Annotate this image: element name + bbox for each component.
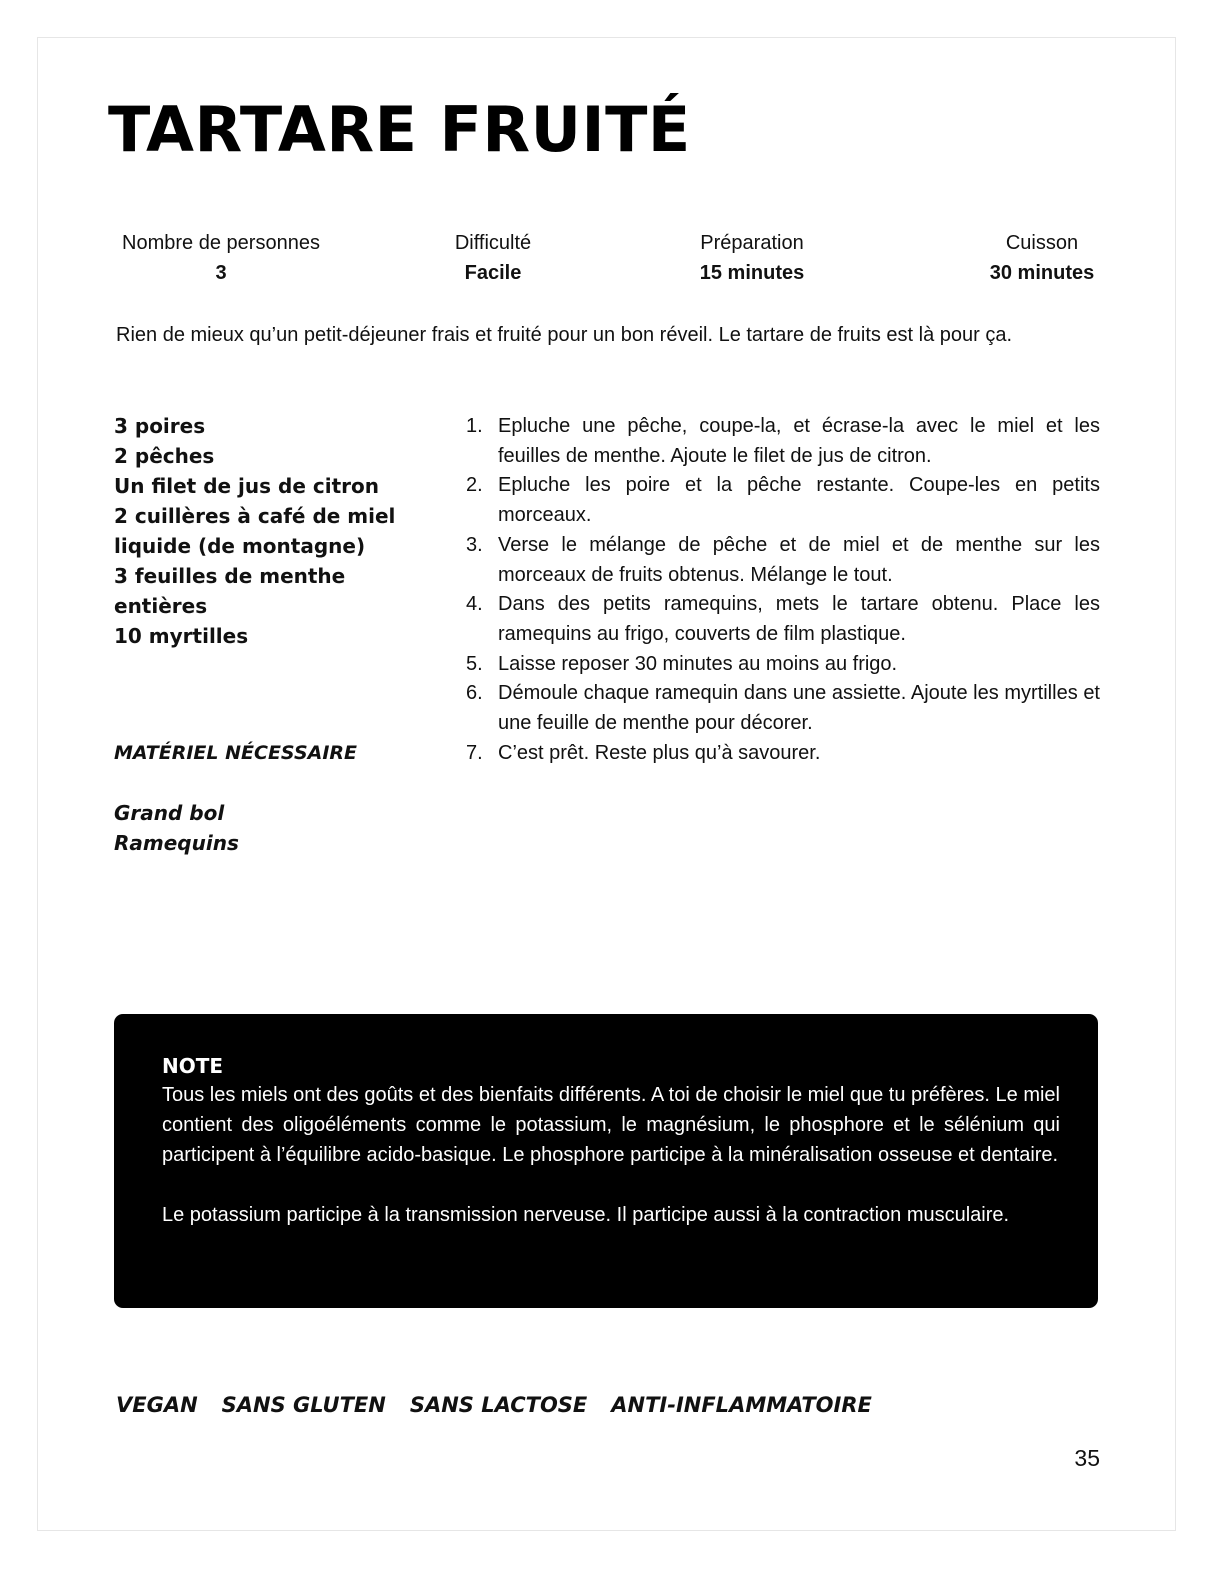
meta-difficulty-label: Difficulté [454, 232, 532, 254]
meta-difficulty-value: Facile [464, 262, 522, 284]
step-number: 5. [466, 652, 483, 675]
meta-cooking [978, 228, 1106, 288]
meta-difficulty [430, 228, 556, 288]
diet-tag: ANTI-INFLAMMATOIRE [611, 1393, 872, 1417]
note-paragraph: Tous les miels ont des goûts et des bienfaits différents. A toi de choisir le miel que tu préfères. Le miel contient des oligoéléments comme le potassium, le magnésium, le phosphore et le sélénium qui participent à l’équilibre acido-basique. Le phosphore participe à la minéralisation osseuse et dentaire. [162, 1084, 1060, 1166]
ingredient-item: 2 pêches [114, 444, 215, 468]
step-number: 3. [466, 533, 483, 556]
step-number: 2. [466, 474, 483, 497]
steps-list [466, 412, 1100, 768]
step-number: 6. [466, 682, 483, 705]
ingredients-list [114, 411, 414, 651]
step-text: Epluche une pêche, coupe-la, et écrase-la avec le miel et les feuilles de menthe. Ajoute le filet de jus de citron. [498, 415, 1100, 467]
note-paragraph: Le potassium participe à la transmission nerveuse. Il participe aussi à la contraction musculaire. [162, 1204, 1010, 1226]
meta-preparation-value: 15 minutes [699, 262, 805, 284]
materiel-item: Ramequins [114, 831, 239, 855]
diet-tag: VEGAN [116, 1393, 198, 1417]
meta-cooking-label: Cuisson [1005, 232, 1079, 254]
recipe-title: TARTARE FRUITÉ [108, 93, 691, 166]
diet-tag: SANS LACTOSE [409, 1393, 588, 1417]
materiel-list [114, 798, 239, 858]
page-number: 35 [1074, 1445, 1100, 1471]
meta-cooking-value: 30 minutes [989, 262, 1095, 284]
meta-preparation [672, 228, 832, 288]
diet-tags [116, 1390, 872, 1420]
step-text: Laisse reposer 30 minutes au moins au frigo. [498, 652, 898, 675]
meta-persons [116, 228, 326, 288]
step-item [466, 650, 1100, 680]
step-number: 7. [466, 741, 483, 764]
step-item [466, 590, 1100, 649]
materiel-heading: MATÉRIEL NÉCESSAIRE [114, 742, 358, 764]
step-text: C’est prêt. Reste plus qu’à savourer. [498, 741, 821, 764]
meta-preparation-label: Préparation [700, 232, 804, 254]
step-text: Démoule chaque ramequin dans une assiette. Ajoute les myrtilles et une feuille de menthe pour décorer. [498, 682, 1100, 735]
step-number: 4. [466, 593, 483, 616]
diet-tag: SANS GLUTEN [221, 1393, 386, 1417]
note-box [114, 1014, 1098, 1308]
step-item [466, 531, 1100, 590]
step-item [466, 679, 1100, 738]
step-item [466, 471, 1100, 530]
ingredient-item: 3 feuilles de menthe entières [114, 564, 346, 618]
step-item [466, 739, 1100, 769]
ingredient-item: 10 myrtilles [114, 624, 249, 648]
materiel-item: Grand bol [114, 801, 225, 825]
step-text: Dans des petits ramequins, mets le tartare obtenu. Place les ramequins au frigo, couverts de film plastique. [498, 593, 1100, 645]
ingredient-item: Un filet de jus de citron [114, 474, 379, 498]
meta-persons-value: 3 [215, 262, 227, 284]
recipe-intro: Rien de mieux qu’un petit-déjeuner frais et fruité pour un bon réveil. Le tartare de fruits est là pour ça. [116, 324, 1013, 346]
ingredient-item: 2 cuillères à café de miel liquide (de montagne) [114, 504, 396, 558]
step-item [466, 412, 1100, 471]
ingredient-item: 3 poires [114, 414, 206, 438]
meta-persons-label: Nombre de personnes [122, 232, 320, 254]
step-number: 1. [466, 415, 483, 437]
step-text: Epluche les poire et la pêche restante. Coupe-les en petits morceaux. [498, 474, 1100, 527]
step-text: Verse le mélange de pêche et de miel et de menthe sur les morceaux de fruits obtenus. Mélange le tout. [498, 533, 1100, 586]
note-title: NOTE [162, 1054, 224, 1078]
